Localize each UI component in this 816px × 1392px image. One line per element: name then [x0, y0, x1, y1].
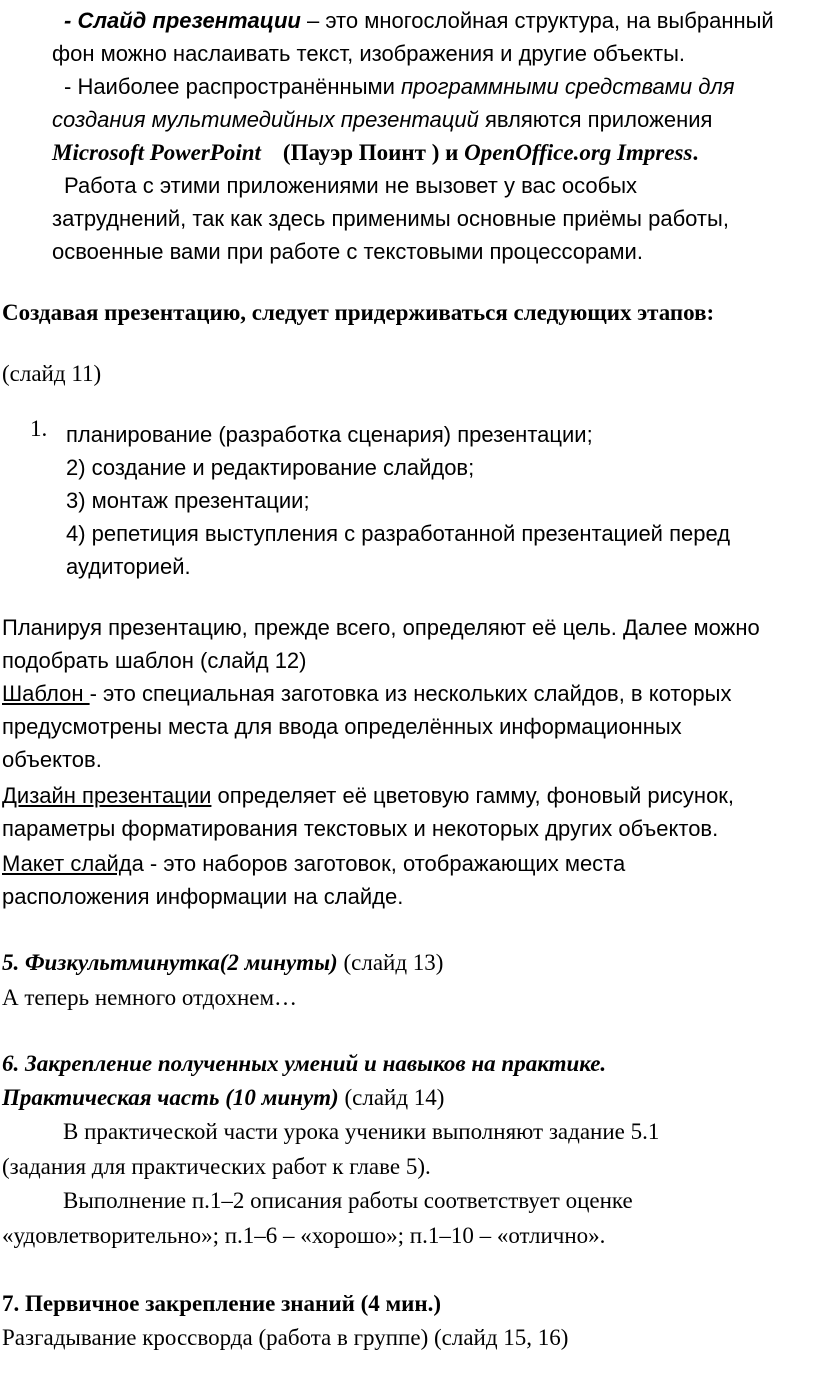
- intro-line-7: затруднений, так как здесь применимы основные приёмы работы,: [52, 206, 729, 231]
- section-6-para-1-line-2: (задания для практических работ к главе 5).: [2, 1154, 431, 1179]
- stages-slide-ref: (слайд 11): [2, 361, 102, 386]
- design-line-2: параметры форматирования текстовых и некоторых других объектов.: [2, 816, 719, 841]
- list-item: аудиторией.: [66, 554, 191, 579]
- section-6-para-2-line-1: Выполнение п.1–2 описания работы соответствует оценке: [63, 1188, 633, 1213]
- section-6-para-2-line-2: «удовлетворительно»; п.1–6 – «хорошо»; п.1–10 – «отлично».: [2, 1223, 606, 1248]
- template-line-1: Шаблон - это специальная заготовка из нескольких слайдов, в которых: [2, 681, 732, 706]
- design-term: Дизайн презентации: [2, 783, 212, 808]
- section-7-title: 7. Первичное закрепление знаний (4 мин.): [2, 1291, 442, 1316]
- layout-line-2: расположения информации на слайде.: [2, 884, 404, 909]
- intro-line-5: Microsoft PowerPoint (Пауэр Поинт ) и OpenOffice.org Impress.: [52, 140, 699, 165]
- stages-heading: Создавая презентацию, следует придерживаться следующих этапов:: [2, 300, 715, 325]
- template-line-3: объектов.: [2, 747, 102, 772]
- list-item: 3) монтаж презентации;: [66, 488, 310, 513]
- layout-line-1: Макет слайда - это наборов заготовок, отображающих места: [2, 851, 626, 876]
- intro-line-6: Работа с этими приложениями не вызовет у вас особых: [64, 173, 638, 198]
- section-6-title-line-1: 6. Закрепление полученных умений и навыков на практике.: [2, 1051, 607, 1076]
- intro-line-2: фон можно наслаивать текст, изображения и другие объекты.: [52, 41, 686, 66]
- powerpoint-name: Microsoft PowerPoint: [52, 140, 261, 165]
- layout-term: Макет слайд: [2, 851, 132, 876]
- intro-line-3: - Наиболее распространёнными программными средствами для: [64, 74, 735, 99]
- intro-line-1: - Слайд презентации – это многослойная структура, на выбранный: [64, 8, 774, 33]
- slide-definition-term: - Слайд презентации: [64, 8, 301, 33]
- template-line-2: предусмотрены места для ввода определённых информационных: [2, 714, 682, 739]
- intro-line-8: освоенные вами при работе с текстовыми процессорами.: [52, 239, 643, 264]
- section-5-title: 5. Физкультминутка(2 минуты) (слайд 13): [2, 950, 444, 975]
- list-item: планирование (разработка сценария) презентации;: [66, 422, 593, 447]
- list-item: 2) создание и редактирование слайдов;: [66, 455, 475, 480]
- list-marker: 1.: [30, 416, 48, 441]
- impress-name: OpenOffice.org Impress: [464, 140, 693, 165]
- planning-line-2: подобрать шаблон (слайд 12): [2, 648, 307, 673]
- intro-line-4: создания мультимедийных презентаций являются приложения: [52, 107, 713, 132]
- list-item: 4) репетиция выступления с разработанной презентацией перед: [66, 521, 731, 546]
- section-6-para-1-line-1: В практической части урока ученики выполняют задание 5.1: [63, 1119, 660, 1144]
- template-term: Шаблон: [2, 681, 90, 706]
- section-5-text: А теперь немного отдохнем…: [2, 985, 298, 1010]
- section-6-title-line-2: Практическая часть (10 минут) (слайд 14): [2, 1085, 445, 1110]
- planning-line-1: Планируя презентацию, прежде всего, определяют её цель. Далее можно: [2, 615, 760, 640]
- section-7-text: Разгадывание кроссворда (работа в группе) (слайд 15, 16): [2, 1325, 569, 1350]
- design-line-1: Дизайн презентации определяет её цветовую гамму, фоновый рисунок,: [2, 783, 735, 808]
